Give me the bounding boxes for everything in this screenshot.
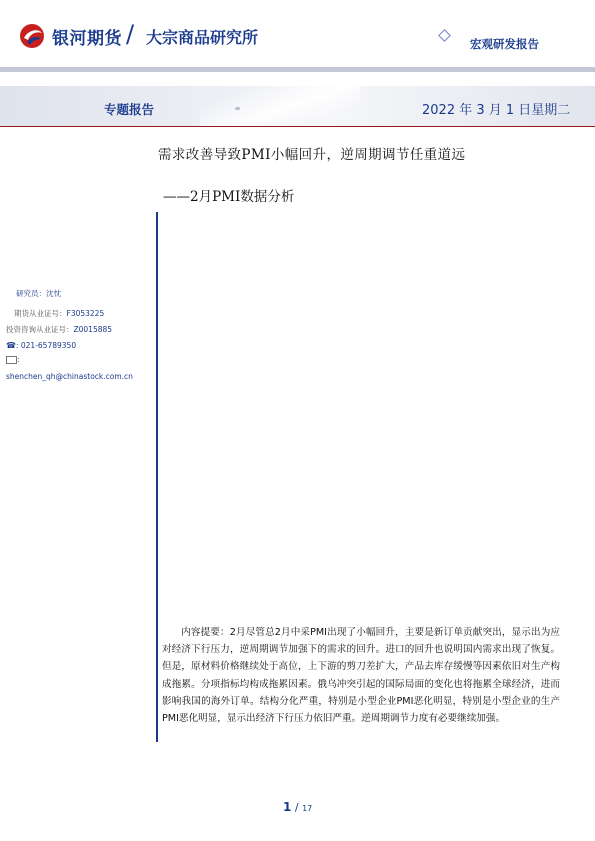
page-number [283,800,312,814]
report-title: 需求改善导致PMI小幅回升，逆周期调节任重道远 [158,147,466,163]
researcher: 研究员：沈忱 [16,289,61,298]
phone-number: 021-65789350 [20,341,77,350]
header-divider [0,67,595,72]
topic-label: 专题报告 [104,102,155,117]
futures-cert [14,310,104,318]
invest-cert [6,326,112,334]
page-header [0,0,595,70]
invest-cert-number: Z0015885 [73,325,113,334]
phone-icon: ☎ [6,341,16,350]
diamond-icon [438,29,451,42]
band-decoration [200,86,360,126]
band-dot [235,107,240,110]
band-rule [0,126,595,127]
report-type: 宏观研发报告 [470,37,539,51]
galaxy-logo-icon [18,22,46,50]
email[interactable]: shenchen_qh@chinastock.com.cn [6,372,133,381]
institute-name: 大宗商品研究所 [146,28,259,47]
brand-name: 银河期货 [52,29,122,49]
page-separator: / [294,801,299,814]
report-subtitle: ——2月PMI数据分析 [163,189,295,205]
mail-icon [6,356,17,364]
content-rule [156,212,158,742]
mail-line: : [6,356,20,364]
futures-cert-label: 期货从业证号： [14,309,67,318]
invest-cert-label: 投资咨询从业证号： [6,325,74,334]
phone-line: ☎: 021-65789350 [6,341,77,350]
total-pages: 17 [302,804,313,813]
brand-separator: / [126,20,135,48]
current-page: 1 [283,800,292,814]
abstract: 内容提要：2月尽管总2月中采PMI出现了小幅回升，主要是新订单贡献突出，显示出为应对经济下行压力，逆周期调节加强下的需求的回升。进口的回升也说明国内需求出现了恢复。但是，原材料价格继续处于高位，上下游的剪刀差扩大，产品去库存缓慢等因素依旧对生产构成拖累。分项指标均构成拖累因素。俄乌冲突引起的国际局面的变化也将拖累全球经济，进而影响我国的海外订单。结构分化严重，特别是小型企业PMI恶化明显，特别是小型企业的生产PMI恶化明显，显示出经济下行压力依旧严重。逆周期调节力度有必要继续加强。 [162,627,560,725]
futures-cert-number: F3053225 [66,309,105,318]
report-date: 2022 年 3 月 1 日星期二 [422,103,571,118]
